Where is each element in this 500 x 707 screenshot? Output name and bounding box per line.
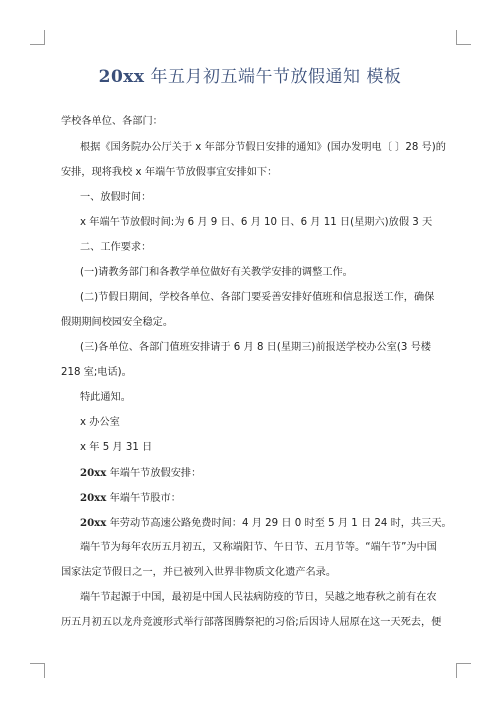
crop-mark-bottom-right <box>456 663 471 678</box>
list-item-continued: 假期期间校园安全稳定。 <box>61 317 174 328</box>
list-item: (一)请教务部门和各教学单位做好有关教学安排的调整工作。 <box>80 267 353 278</box>
crop-mark-top-left <box>30 30 45 45</box>
body-paragraph: 国家法定节假日之一，并已被列入世界非物质文化遗产名录。 <box>61 567 337 578</box>
related-heading: 20xx 年端午节股市： <box>80 492 181 504</box>
body-paragraph: 安排，现将我校 x 年端午节放假事宜安排如下： <box>61 167 278 178</box>
document-title: 20xx 年五月初五端午节放假通知 模板 <box>98 67 402 87</box>
crop-mark-bottom-left <box>30 663 45 678</box>
body-paragraph: 端午节为每年农历五月初五，又称端阳节、午日节、五月节等。“端午节”为中国 <box>80 542 437 553</box>
crop-mark-top-right <box>456 30 471 45</box>
closing-text: 特此通知。 <box>80 392 131 403</box>
signature-office: x 办公室 <box>80 417 120 428</box>
body-paragraph: 根据《国务院办公厅关于 x 年部分节假日安排的通知》(国办发明电〔 〕28 号)的 <box>80 142 446 153</box>
signature-date: x 年 5 月 31 日 <box>80 442 153 453</box>
list-item: (二)节假日期间，学校各单位、各部门要妥善安排好值班和信息报送工作，确保 <box>80 292 435 303</box>
list-item-continued: 218 室;电话)。 <box>61 367 132 378</box>
body-paragraph: 历五月初五以龙舟竞渡形式举行部落图腾祭祀的习俗;后因诗人屈原在这一天死去，便 <box>61 617 442 628</box>
related-heading: 20xx 年端午节放假安排： <box>80 467 202 479</box>
section-heading: 一、放假时间： <box>80 192 152 203</box>
list-item: (三)各单位、各部门值班安排请于 6 月 8 日(星期三)前报送学校办公室(3 号楼 <box>80 342 431 353</box>
salutation: 学校各单位、各部门： <box>61 116 163 127</box>
section-heading: 二、工作要求： <box>80 242 152 253</box>
body-paragraph: x 年端午节放假时间:为 6 月 9 日、6 月 10 日、6 月 11 日(星期六)放假 3 天 <box>80 217 433 228</box>
related-heading: 20xx 年劳动节高速公路免费时间：4 月 29 日 0 时至 5 月 1 日 24 时，共三天。 <box>80 517 452 529</box>
body-paragraph: 端午节起源于中国，最初是中国人民祛病防疫的节日，吴越之地春秋之前有在农 <box>80 592 437 603</box>
